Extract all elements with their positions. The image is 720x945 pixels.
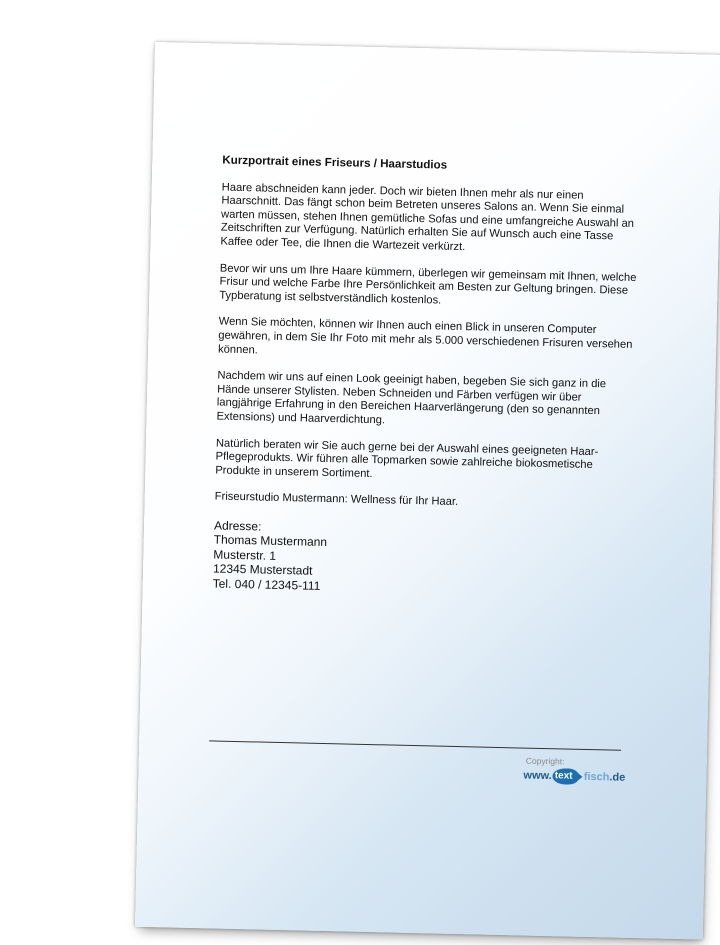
logo-wordmark <box>523 768 625 786</box>
address-phone: Tel. 040 / 12345-111 <box>212 576 321 593</box>
footer-divider <box>209 740 621 750</box>
paragraph-products: Natürlich beraten wir Sie auch gerne bei der Auswahl eines geeigneten Haar-Pflegeprodukts. Wir führen alle Topmarken sowie zahlreiche biokosmetische Produkte in unserem Sortiment. <box>215 436 599 480</box>
address-city: 12345 Musterstadt <box>212 561 313 579</box>
document-body <box>213 154 643 601</box>
paragraph-computer: Wenn Sie möchten, können wir Ihnen auch einen Blick in unseren Computer gewähren, in dem Sie Ihr Foto mit mehr als 5.000 verschiedenen Frisuren versehen können. <box>217 315 633 356</box>
fish-icon <box>553 768 583 785</box>
logo-de: .de <box>609 771 626 784</box>
address-label: Adresse: <box>213 518 262 534</box>
textfisch-logo <box>523 756 634 796</box>
paragraph-intro: Haare abschneiden kann jeder. Doch wir bieten Ihnen mehr als nur einen Haarschnitt. Das fängt schon beim Betreten unseres Salons an. Wenn Sie einmal warten müssen, stehen Ihnen gemütliche Sofas und eine umfangreiche Auswahl an Zeitschriften zur Verfügung. Natürlich erhalten Sie auf Wunsch auch eine Tasse Kaffee oder Tee, die Ihnen die Wartezeit verkürzt. <box>220 181 635 254</box>
address-name: Thomas Mustermann <box>213 532 328 550</box>
logo-fisch: fisch <box>583 770 610 784</box>
paragraph-slogan: Friseurstudio Mustermann: Wellness für Ihr Haar. <box>214 490 459 509</box>
copyright-label: Copyright: <box>525 755 565 767</box>
paragraph-consultation: Bevor wir uns um Ihre Haare kümmern, überlegen wir gemeinsam mit Ihnen, welche Frisur und welche Farbe Ihre Persönlichkeit am Besten zur Geltung bringen. Diese Typberatung ist selbstverständlich kostenlos. <box>219 262 637 307</box>
document-page <box>135 42 720 940</box>
paragraph-stylists: Nachdem wir uns auf einen Look geeinigt haben, begeben Sie sich ganz in die Hände unserer Stylisten. Neben Schneiden und Färben verfügen wir über langjährige Erfahrung in den Bereichen Haarverlängerung (den so genannten Extensions) und Haarverdichtung. <box>216 369 607 427</box>
document-title: Kurzportrait eines Friseurs / Haarstudios <box>222 153 448 172</box>
address-block <box>213 518 635 600</box>
logo-www: www. <box>523 769 552 783</box>
address-street: Musterstr. 1 <box>213 547 277 563</box>
logo-text: text <box>554 770 573 782</box>
